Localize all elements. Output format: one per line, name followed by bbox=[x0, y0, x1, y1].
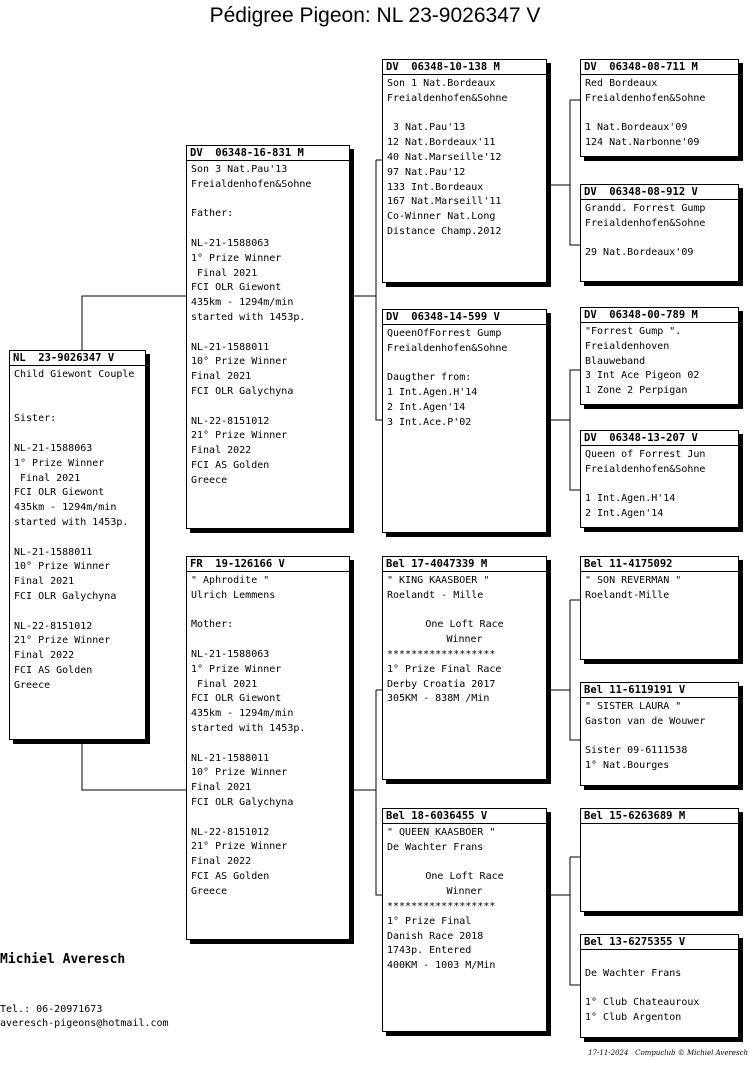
connector-mother-stem bbox=[350, 690, 376, 790]
connector-mf-mfm bbox=[570, 690, 580, 740]
pigeon-detail-line bbox=[191, 633, 345, 648]
pigeon-card-mfm bbox=[580, 682, 739, 786]
connector-ff-ffm bbox=[570, 185, 580, 245]
pigeon-detail-line bbox=[14, 427, 141, 442]
pigeon-ring-number: FR 19-126166 V bbox=[187, 557, 349, 572]
pigeon-detail-line: Ulrich Lemmens bbox=[191, 589, 276, 601]
pigeon-card-father bbox=[186, 145, 350, 529]
pigeon-detail-line: 21° Prize Winner bbox=[14, 635, 111, 647]
pigeon-detail-line: Final 2021 bbox=[191, 678, 258, 690]
pigeon-detail-line: Red Bordeaux bbox=[585, 78, 658, 89]
pigeon-details bbox=[383, 325, 546, 431]
pigeon-detail-line: Final 2021 bbox=[191, 267, 258, 279]
pigeon-ring-number: Bel 18-6036455 V bbox=[383, 809, 546, 824]
pigeon-detail-line: Final 2021 bbox=[191, 371, 252, 383]
pigeon-detail-line: FCI OLR Galychyna bbox=[191, 796, 294, 808]
pigeon-detail-line bbox=[387, 107, 542, 122]
pigeon-detail-line bbox=[14, 383, 141, 398]
pigeon-card-mother bbox=[186, 556, 350, 940]
pigeon-detail-line: FCI OLR Giewont bbox=[191, 282, 282, 294]
pigeon-detail-line: FCI OLR Giewont bbox=[191, 693, 282, 705]
pigeon-detail-line: Greece bbox=[191, 474, 228, 486]
pigeon-detail-line: 124 Nat.Narbonne'09 bbox=[585, 137, 700, 149]
pigeon-details bbox=[581, 824, 738, 826]
pigeon-detail-line: Freialdenhofen&Sohne bbox=[585, 217, 706, 229]
pigeon-detail-line: ****************** bbox=[387, 900, 496, 912]
connector-fm-fmm bbox=[570, 420, 580, 490]
pigeon-detail-line: Queen of Forrest Jun bbox=[585, 449, 706, 460]
pigeon-details bbox=[383, 75, 546, 240]
pigeon-detail-line: Mother: bbox=[191, 619, 234, 631]
connector-mf-stem bbox=[547, 600, 570, 690]
pigeon-ring-number: DV 06348-16-831 M bbox=[187, 146, 349, 161]
pigeon-detail-line: 1 Int.Agen.H'14 bbox=[387, 387, 478, 399]
pigeon-detail-line: Winner bbox=[446, 886, 483, 898]
pigeon-details bbox=[10, 366, 145, 694]
pigeon-detail-line: 40 Nat.Marseille'12 bbox=[387, 151, 502, 163]
pigeon-detail-line: 133 Int.Bordeaux bbox=[387, 181, 484, 193]
pigeon-detail-line: Final 2022 bbox=[191, 856, 252, 868]
pigeon-detail-line: Daugther from: bbox=[387, 372, 472, 384]
pigeon-card-ffm bbox=[580, 184, 739, 282]
pigeon-detail-line: Grandd. Forrest Gump bbox=[585, 203, 706, 214]
pigeon-detail-line: 1° Club Argenton bbox=[585, 1012, 682, 1024]
pigeon-ring-number: NL 23-9026347 V bbox=[10, 351, 145, 366]
pigeon-detail-line: Freialdenhofen&Sohne bbox=[387, 342, 508, 354]
pigeon-detail-line bbox=[14, 531, 141, 546]
pigeon-detail-line: De Wachter Frans bbox=[387, 841, 484, 853]
pigeon-detail-line: NL-21-1588063 bbox=[14, 442, 93, 454]
pigeon-detail-line: FCI OLR Galychyna bbox=[191, 385, 294, 397]
pigeon-detail-line: 29 Nat.Bordeaux'09 bbox=[585, 247, 694, 259]
pigeon-detail-line: Co-Winner Nat.Long bbox=[387, 211, 496, 223]
pigeon-detail-line: NL-22-8151012 bbox=[191, 826, 270, 838]
pigeon-detail-line: FCI AS Golden bbox=[14, 664, 93, 676]
pigeon-detail-line: 2 Int.Agen'14 bbox=[387, 401, 466, 413]
pigeon-ring-number: Bel 11-6119191 V bbox=[581, 683, 738, 698]
pigeon-detail-line: 10° Prize Winner bbox=[191, 767, 288, 779]
pigeon-detail-line bbox=[191, 222, 345, 237]
pigeon-detail-line: Derby Croatia 2017 bbox=[387, 678, 496, 690]
pigeon-detail-line: FCI AS Golden bbox=[191, 870, 270, 882]
pigeon-detail-line: 21° Prize Winner bbox=[191, 430, 288, 442]
pigeon-detail-line: Son 1 Nat.Bordeaux bbox=[387, 78, 496, 89]
pigeon-detail-line: 10° Prize Winner bbox=[14, 561, 111, 573]
pigeon-card-mother-mother bbox=[382, 808, 547, 1032]
pigeon-detail-line: NL-21-1588011 bbox=[14, 546, 93, 558]
pigeon-details bbox=[581, 200, 738, 261]
pigeon-card-fff bbox=[580, 59, 739, 157]
pigeon-detail-line: NL-22-8151012 bbox=[14, 620, 93, 632]
pigeon-detail-line: 1° Club Chateauroux bbox=[585, 997, 700, 1009]
pigeon-detail-line: One Loft Race bbox=[425, 871, 504, 883]
pigeon-card-fmf bbox=[580, 307, 739, 405]
pigeon-detail-line: 3 Int.Ace.P'02 bbox=[387, 416, 472, 428]
connector-mm-stem bbox=[547, 857, 570, 895]
pigeon-detail-line: FCI AS Golden bbox=[191, 459, 270, 471]
footer-credit: 17-11-2024 Compuclub © Michiel Averesch bbox=[588, 1049, 748, 1057]
pigeon-detail-line: Distance Champ.2012 bbox=[387, 225, 502, 237]
pigeon-detail-line: " SISTER LAURA " bbox=[585, 701, 682, 712]
pigeon-detail-line: " Aphrodite " bbox=[191, 575, 270, 586]
pigeon-detail-line bbox=[191, 400, 345, 415]
pigeon-ring-number: Bel 11-4175092 bbox=[581, 557, 738, 572]
pigeon-detail-line: Winner bbox=[446, 634, 483, 646]
pigeon-detail-line: QueenOfForrest Gump bbox=[387, 328, 502, 339]
pigeon-detail-line: ****************** bbox=[387, 648, 496, 660]
pigeon-card-father-father bbox=[382, 59, 547, 283]
pigeon-detail-line bbox=[585, 107, 734, 122]
owner-phone: Tel.: 06-20971673 bbox=[0, 1004, 103, 1015]
pigeon-detail-line: 435km - 1294m/min bbox=[191, 708, 294, 720]
pigeon-card-mother-father bbox=[382, 556, 547, 780]
pigeon-detail-line: NL-22-8151012 bbox=[191, 415, 270, 427]
pigeon-detail-line bbox=[191, 193, 345, 208]
pigeon-card-mmm bbox=[580, 934, 739, 1038]
pigeon-detail-line: 97 Nat.Pau'12 bbox=[387, 166, 466, 178]
pigeon-detail-line: Final 2021 bbox=[14, 472, 81, 484]
pigeon-ring-number: DV 06348-10-138 M bbox=[383, 60, 546, 75]
pigeon-detail-line: Greece bbox=[191, 885, 228, 897]
pigeon-detail-line: De Wachter Frans bbox=[585, 967, 682, 979]
pigeon-details bbox=[383, 572, 546, 707]
pigeon-detail-line: 3 Int Ace Pigeon 02 bbox=[585, 370, 700, 382]
pigeon-detail-line: Final 2021 bbox=[14, 576, 75, 588]
pigeon-detail-line: 2 Int.Agen'14 bbox=[585, 508, 664, 520]
pigeon-details bbox=[581, 572, 738, 604]
pigeon-ring-number: Bel 13-6275355 V bbox=[581, 935, 738, 950]
pigeon-detail-line: Son 3 Nat.Pau'13 bbox=[191, 164, 288, 175]
pigeon-detail-line: 1 Nat.Bordeaux'09 bbox=[585, 122, 688, 134]
pigeon-detail-line: 435km - 1294m/min bbox=[14, 502, 117, 514]
connector-subject-mother bbox=[82, 740, 186, 790]
pigeon-ring-number: DV 06348-00-789 M bbox=[581, 308, 738, 323]
pigeon-detail-line bbox=[191, 604, 345, 619]
pigeon-details bbox=[187, 161, 349, 489]
connector-ff-stem bbox=[547, 100, 570, 185]
pigeon-detail-line: 1° Prize Final bbox=[387, 915, 472, 927]
pigeon-ring-number: DV 06348-13-207 V bbox=[581, 431, 738, 446]
pigeon-detail-line: Freialdenhofen&Sohne bbox=[585, 463, 706, 475]
pigeon-detail-line: 1 Int.Agen.H'14 bbox=[585, 493, 676, 505]
connector-subject-father bbox=[82, 296, 186, 350]
pigeon-detail-line: Final 2022 bbox=[191, 445, 252, 457]
pigeon-detail-line: 1° Prize Winner bbox=[14, 457, 105, 469]
connector-mm-mmm bbox=[570, 895, 580, 985]
pigeon-ring-number: DV 06348-08-711 M bbox=[581, 60, 738, 75]
pigeon-card-subject bbox=[9, 350, 146, 740]
pigeon-detail-line: 1° Prize Winner bbox=[191, 663, 282, 675]
pigeon-detail-line: 400KM - 1003 M/Min bbox=[387, 960, 496, 972]
pigeon-detail-line: NL-21-1588011 bbox=[191, 752, 270, 764]
pigeon-detail-line bbox=[387, 604, 542, 619]
pigeon-detail-line: Freialdenhoven bbox=[585, 340, 670, 352]
pigeon-detail-line: Greece bbox=[14, 679, 51, 691]
pigeon-detail-line: " SON REVERMAN " bbox=[585, 575, 682, 586]
pigeon-details bbox=[187, 572, 349, 900]
pigeon-detail-line: started with 1453p. bbox=[191, 722, 306, 734]
pigeon-ring-number: DV 06348-14-599 V bbox=[383, 310, 546, 325]
pigeon-detail-line: FCI OLR Galychyna bbox=[14, 590, 117, 602]
pigeon-detail-line: 12 Nat.Bordeaux'11 bbox=[387, 137, 496, 149]
pigeon-detail-line: "Forrest Gump ". bbox=[585, 326, 682, 337]
pigeon-detail-line: 21° Prize Winner bbox=[191, 841, 288, 853]
pigeon-detail-line: " QUEEN KAASBOER " bbox=[387, 827, 496, 838]
pigeon-detail-line: NL-21-1588063 bbox=[191, 648, 270, 660]
pigeon-card-mmf bbox=[580, 808, 739, 912]
pigeon-detail-line: Sister 09-6111538 bbox=[585, 745, 688, 757]
pigeon-detail-line bbox=[585, 982, 734, 997]
pigeon-detail-line: 435km - 1294m/min bbox=[191, 297, 294, 309]
pigeon-detail-line: started with 1453p. bbox=[191, 311, 306, 323]
pigeon-details bbox=[581, 698, 738, 774]
pigeon-detail-line: " KING KAASBOER " bbox=[387, 575, 490, 586]
pigeon-detail-line: 1° Prize Final Race bbox=[387, 663, 502, 675]
pigeon-card-mff bbox=[580, 556, 739, 660]
pigeon-detail-line: Freialdenhofen&Sohne bbox=[387, 92, 508, 104]
owner-name: Michiel Averesch bbox=[0, 952, 126, 967]
pigeon-detail-line: Final 2021 bbox=[191, 782, 252, 794]
pigeon-detail-line: 10° Prize Winner bbox=[191, 356, 288, 368]
pigeon-detail-line: Danish Race 2018 bbox=[387, 930, 484, 942]
pigeon-detail-line: started with 1453p. bbox=[14, 516, 129, 528]
pigeon-detail-line: 1° Nat.Bourges bbox=[585, 760, 670, 772]
pigeon-detail-line: Roelandt - Mille bbox=[387, 589, 484, 601]
pigeon-detail-line: 1 Zone 2 Perpigan bbox=[585, 385, 688, 397]
pigeon-detail-line: 167 Nat.Marseill'11 bbox=[387, 196, 502, 208]
pigeon-detail-line bbox=[585, 730, 734, 745]
pigeon-detail-line: Child Giewont Couple bbox=[14, 369, 135, 380]
pigeon-detail-line: Sister: bbox=[14, 413, 57, 425]
pigeon-card-fmm bbox=[580, 430, 739, 528]
pigeon-detail-line: Roelandt-Mille bbox=[585, 589, 670, 601]
pigeon-details bbox=[581, 75, 738, 151]
pigeon-details bbox=[383, 824, 546, 974]
pigeon-details bbox=[581, 446, 738, 522]
pigeon-detail-line: 305KM - 838M /Min bbox=[387, 693, 490, 705]
pigeon-detail-line bbox=[14, 605, 141, 620]
pigeon-card-father-mother bbox=[382, 309, 547, 533]
page-title: Pédigree Pigeon: NL 23-9026347 V bbox=[209, 4, 541, 27]
pigeon-detail-line bbox=[585, 952, 734, 967]
pigeon-detail-line: One Loft Race bbox=[425, 619, 504, 631]
pigeon-detail-line bbox=[585, 232, 734, 247]
pigeon-detail-line: 1° Prize Winner bbox=[191, 252, 282, 264]
pigeon-detail-line: Freialdenhofen&Sohne bbox=[191, 178, 312, 190]
pigeon-detail-line bbox=[191, 326, 345, 341]
pigeon-detail-line: Freialdenhofen&Sohne bbox=[585, 92, 706, 104]
pigeon-detail-line: Final 2022 bbox=[14, 650, 75, 662]
pigeon-detail-line: Blauweband bbox=[585, 355, 646, 367]
pigeon-detail-line bbox=[387, 357, 542, 372]
pigeon-detail-line bbox=[585, 478, 734, 493]
pigeon-detail-line: 1743p. Entered bbox=[387, 945, 472, 957]
connector-fm-stem bbox=[547, 370, 570, 420]
pigeon-detail-line: Gaston van de Wouwer bbox=[585, 715, 706, 727]
pigeon-detail-line bbox=[387, 856, 542, 871]
pigeon-detail-line bbox=[14, 398, 141, 413]
pigeon-ring-number: Bel 15-6263689 M bbox=[581, 809, 738, 824]
pigeon-details bbox=[581, 323, 738, 399]
pigeon-detail-line: Father: bbox=[191, 208, 234, 220]
pigeon-detail-line: 3 Nat.Pau'13 bbox=[387, 122, 466, 134]
pigeon-detail-line: FCI OLR Giewont bbox=[14, 487, 105, 499]
pigeon-details bbox=[581, 950, 738, 1026]
pigeon-detail-line: NL-21-1588063 bbox=[191, 237, 270, 249]
connector-father-stem bbox=[350, 160, 376, 296]
pigeon-detail-line: NL-21-1588011 bbox=[191, 341, 270, 353]
pigeon-ring-number: Bel 17-4047339 M bbox=[383, 557, 546, 572]
pigeon-detail-line bbox=[191, 737, 345, 752]
pigeon-ring-number: DV 06348-08-912 V bbox=[581, 185, 738, 200]
pigeon-detail-line bbox=[191, 811, 345, 826]
owner-email: averesch-pigeons@hotmail.com bbox=[0, 1018, 169, 1029]
